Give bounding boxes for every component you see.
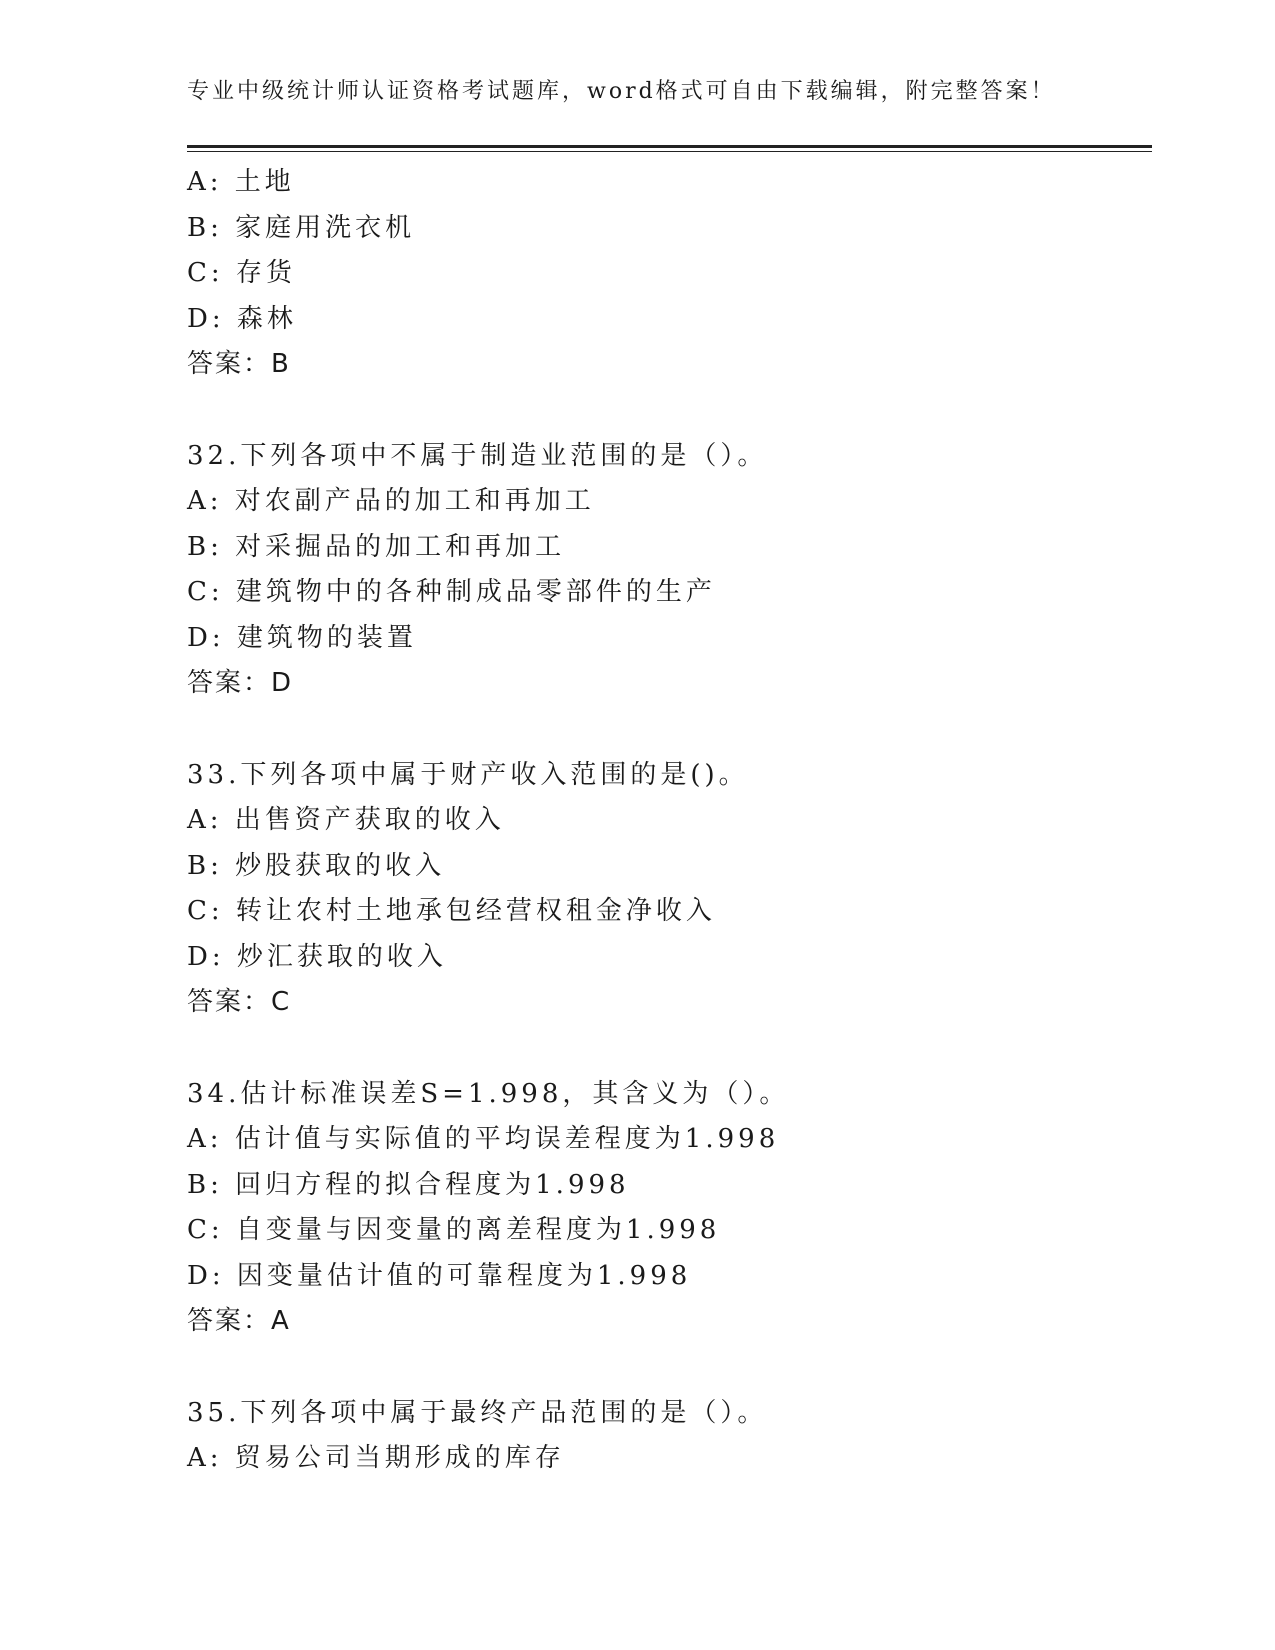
option-a: A: 估计值与实际值的平均误差程度为1.998 — [187, 1124, 780, 1154]
option-b: B: 回归方程的拟合程度为1.998 — [187, 1169, 630, 1200]
option-a: A: 土地 — [187, 167, 295, 197]
option-d: D: 森林 — [187, 303, 297, 334]
option-c: C: 转让农村土地承包经营权租金净收入 — [187, 896, 716, 926]
option-d: D: 建筑物的装置 — [187, 622, 417, 653]
answer: 答案：C — [187, 987, 292, 1017]
question-list — [187, 160, 1147, 1482]
option-d: D: 炒汇获取的收入 — [187, 941, 447, 972]
header-rule-thick — [187, 145, 1152, 148]
option-b: B: 炒股获取的收入 — [187, 850, 446, 881]
question-block — [187, 753, 1147, 1026]
question-text: 34.估计标准误差S=1.998，其含义为（）。 — [187, 1078, 790, 1109]
option-c: C: 存货 — [187, 258, 296, 288]
question-block — [187, 1072, 1147, 1345]
question-text: 35.下列各项中属于最终产品范围的是（）。 — [187, 1397, 768, 1428]
option-a: A: 对农副产品的加工和再加工 — [187, 486, 595, 516]
page-header: 专业中级统计师认证资格考试题库，word格式可自由下载编辑，附完整答案！ — [187, 79, 1056, 104]
question-block — [187, 434, 1147, 707]
option-b: B: 家庭用洗衣机 — [187, 212, 416, 243]
option-b: B: 对采掘品的加工和再加工 — [187, 531, 566, 562]
question-text: 33.下列各项中属于财产收入范围的是()。 — [187, 759, 749, 790]
question-block — [187, 160, 1147, 388]
option-a: A: 贸易公司当期形成的库存 — [187, 1443, 565, 1473]
question-text: 32.下列各项中不属于制造业范围的是（）。 — [187, 440, 768, 471]
question-block — [187, 1391, 1147, 1482]
option-a: A: 出售资产获取的收入 — [187, 805, 505, 835]
answer: 答案：A — [187, 1306, 291, 1336]
option-d: D: 因变量估计值的可靠程度为1.998 — [187, 1260, 692, 1291]
header-rule-thin — [187, 151, 1152, 152]
answer: 答案：D — [187, 668, 294, 698]
answer: 答案：B — [187, 349, 291, 379]
option-c: C: 自变量与因变量的离差程度为1.998 — [187, 1215, 721, 1245]
option-c: C: 建筑物中的各种制成品零部件的生产 — [187, 577, 716, 607]
